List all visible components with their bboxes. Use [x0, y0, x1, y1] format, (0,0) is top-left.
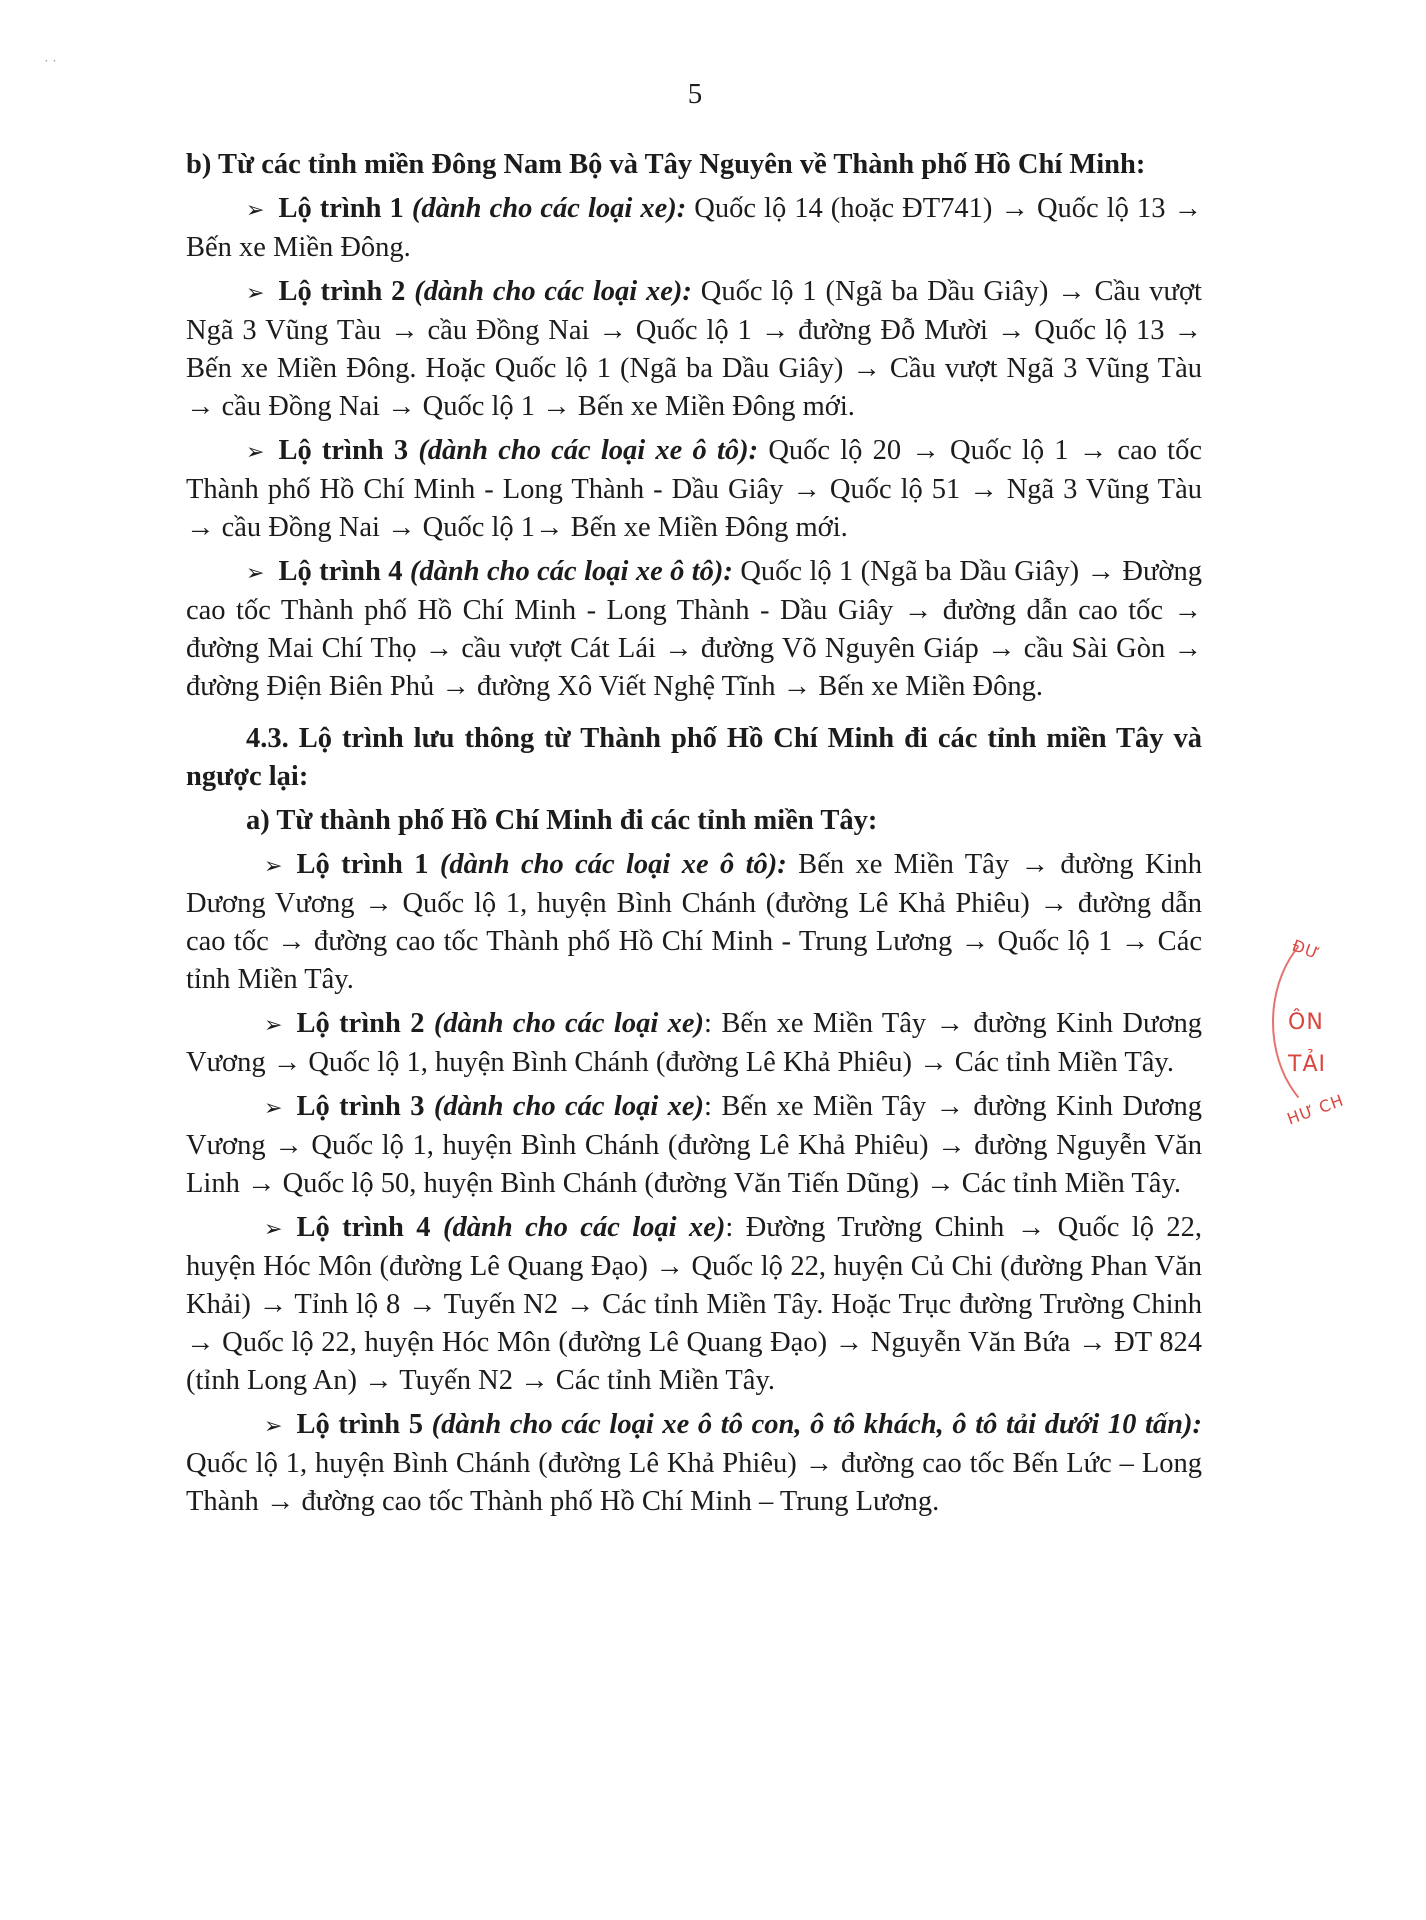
route-paragraph	[186, 1209, 1202, 1400]
route-paragraph	[186, 432, 1202, 547]
route-label: Lộ trình 2	[296, 1008, 425, 1039]
stamp-text: TẢI	[1288, 1052, 1326, 1077]
route-qualifier: (dành cho các loại xe ô tô):	[439, 849, 787, 880]
route-label: Lộ trình 5	[296, 1409, 423, 1440]
route-paragraph	[186, 1005, 1202, 1082]
red-stamp-fragment	[1262, 910, 1352, 1140]
stamp-text: ĐƯ	[1289, 935, 1323, 964]
route-label: Lộ trình 4	[296, 1212, 431, 1243]
route-qualifier: (dành cho các loại xe ô tô con, ô tô khách, ô tô tải dưới 10 tấn):	[431, 1409, 1202, 1440]
route-text: : Bến xe Miền Tây → đường Kinh Dương Vương → Quốc lộ 1, huyện Bình Chánh (đường Lê Khả Phiêu) → Các tỉnh Miền Tây.	[186, 1008, 1203, 1078]
bullet-arrow-icon: ➢	[264, 1413, 283, 1438]
route-text: : Bến xe Miền Tây → đường Kinh Dương Vương → Quốc lộ 1, huyện Bình Chánh (đường Lê Khả Phiêu) → đường Nguyễn Văn Linh → Quốc lộ 50, huyện Bình Chánh (đường Văn Tiến Dũng) → Các tỉnh Miền Tây.	[186, 1091, 1203, 1199]
route-label: Lộ trình 1	[296, 849, 429, 880]
scan-mark: ˙ ˙	[44, 58, 57, 73]
section-4-3-heading: 4.3. Lộ trình lưu thông từ Thành phố Hồ Chí Minh đi các tỉnh miền Tây và ngược lại:	[186, 723, 1202, 792]
bullet-arrow-icon: ➢	[246, 197, 265, 222]
route-paragraph	[186, 1406, 1202, 1521]
route-label: Lộ trình 1	[278, 193, 404, 224]
route-paragraph	[186, 553, 1202, 706]
bullet-arrow-icon: ➢	[264, 853, 283, 878]
route-paragraph	[186, 1088, 1202, 1203]
route-text: Quốc lộ 1 (Ngã ba Dầu Giây) → Cầu vượt Ngã 3 Vũng Tàu → cầu Đồng Nai → Quốc lộ 1 → đường Đỗ Mười → Quốc lộ 13 → Bến xe Miền Đông. Hoặc Quốc lộ 1 (Ngã ba Dầu Giây) → Cầu vượt Ngã 3 Vũng Tàu → cầu Đồng Nai → Quốc lộ 1 → Bến xe Miền Đông mới.	[186, 276, 1202, 422]
route-label: Lộ trình 2	[278, 276, 406, 307]
route-qualifier: (dành cho các loại xe):	[414, 276, 692, 307]
document-body	[186, 146, 1202, 1527]
route-qualifier: (dành cho các loại xe)	[443, 1212, 726, 1243]
route-paragraph	[186, 846, 1202, 999]
route-qualifier: (dành cho các loại xe)	[433, 1008, 705, 1039]
route-label: Lộ trình 4	[278, 556, 403, 587]
route-text: Quốc lộ 20 → Quốc lộ 1 → cao tốc Thành phố Hồ Chí Minh - Long Thành - Dầu Giây → Quốc lộ 51 → Ngã 3 Vũng Tàu → cầu Đồng Nai → Quốc lộ 1→ Bến xe Miền Đông mới.	[186, 435, 1202, 543]
route-qualifier: (dành cho các loại xe ô tô):	[418, 435, 759, 466]
route-text: Quốc lộ 1, huyện Bình Chánh (đường Lê Khả Phiêu) → đường cao tốc Bến Lức – Long Thành → đường cao tốc Thành phố Hồ Chí Minh – Trung Lương.	[186, 1448, 1202, 1517]
route-label: Lộ trình 3	[278, 435, 409, 466]
route-text: Bến xe Miền Tây → đường Kinh Dương Vương → Quốc lộ 1, huyện Bình Chánh (đường Lê Khả Phiêu) → đường dẫn cao tốc → đường cao tốc Thành phố Hồ Chí Minh - Trung Lương → Quốc lộ 1 → Các tỉnh Miền Tây.	[186, 849, 1202, 995]
bullet-arrow-icon: ➢	[246, 439, 265, 464]
route-qualifier: (dành cho các loại xe)	[433, 1091, 705, 1122]
bullet-arrow-icon: ➢	[264, 1095, 283, 1120]
stamp-text: HƯ CH	[1284, 1090, 1347, 1129]
route-qualifier: (dành cho các loại xe):	[411, 193, 687, 224]
route-paragraph	[186, 273, 1202, 426]
route-text: Quốc lộ 1 (Ngã ba Dầu Giây) → Đường cao tốc Thành phố Hồ Chí Minh - Long Thành - Dầu Giây → đường dẫn cao tốc → đường Mai Chí Thọ → cầu vượt Cát Lái → đường Võ Nguyên Giáp → cầu Sài Gòn → đường Điện Biên Phủ → đường Xô Viết Nghệ Tĩnh → Bến xe Miền Đông.	[186, 556, 1202, 702]
stamp-text: ÔN	[1288, 1010, 1324, 1035]
route-text: : Đường Trường Chinh → Quốc lộ 22, huyện Hóc Môn (đường Lê Quang Đạo) → Quốc lộ 22, huyện Củ Chi (đường Phan Văn Khải) → Tỉnh lộ 8 → Tuyến N2 → Các tỉnh Miền Tây. Hoặc Trục đường Trường Chinh → Quốc lộ 22, huyện Hóc Môn (đường Lê Quang Đạo) → Nguyễn Văn Bứa → ĐT 824 (tỉnh Long An) → Tuyến N2 → Các tỉnh Miền Tây.	[186, 1212, 1203, 1396]
section-4-3-a-heading: a) Từ thành phố Hồ Chí Minh đi các tỉnh miền Tây:	[246, 805, 878, 836]
route-text: Quốc lộ 14 (hoặc ĐT741) → Quốc lộ 13 → Bến xe Miền Đông.	[186, 193, 1202, 263]
route-paragraph	[186, 190, 1202, 267]
bullet-arrow-icon: ➢	[246, 280, 265, 305]
page-number: 5	[687, 78, 703, 110]
bullet-arrow-icon: ➢	[264, 1216, 283, 1241]
route-qualifier: (dành cho các loại xe ô tô):	[409, 556, 733, 587]
section-b-heading: b) Từ các tỉnh miền Đông Nam Bộ và Tây Nguyên về Thành phố Hồ Chí Minh:	[186, 149, 1146, 180]
bullet-arrow-icon: ➢	[246, 560, 265, 585]
route-label: Lộ trình 3	[296, 1091, 425, 1122]
bullet-arrow-icon: ➢	[264, 1012, 283, 1037]
